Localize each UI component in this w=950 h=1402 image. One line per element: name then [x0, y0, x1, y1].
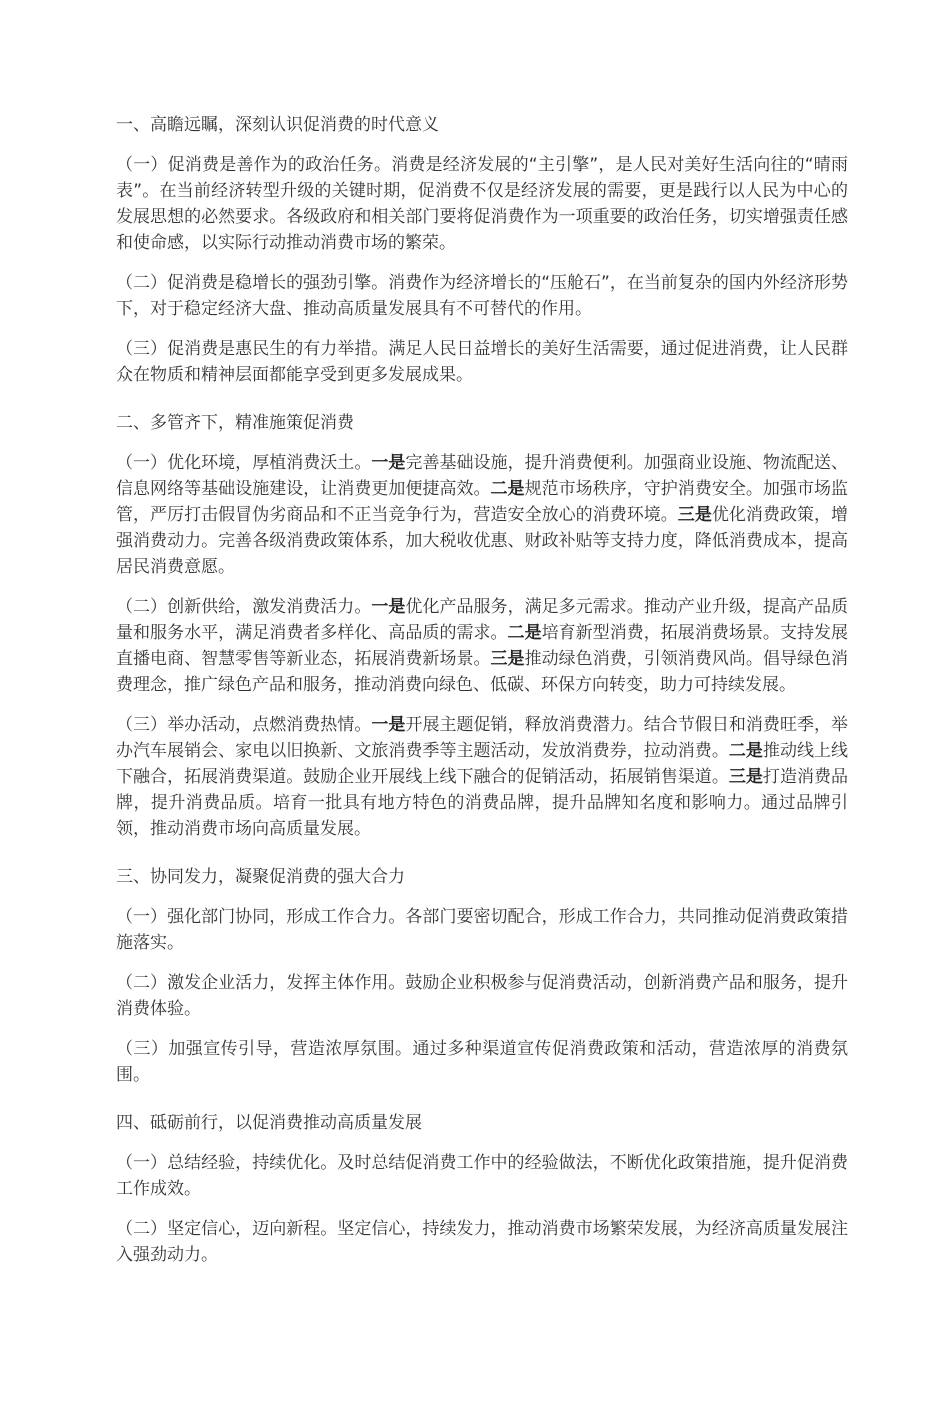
paragraph	[116, 970, 848, 1022]
bold-run: 三是	[728, 767, 763, 787]
bold-run: 三是	[490, 649, 525, 669]
text-run: （二）坚定信心，迈向新程。坚定信心，持续发力，推动消费市场繁荣发展，为经济高质量发展注入强劲动力。	[116, 1219, 848, 1265]
bold-run: 二是	[490, 479, 525, 499]
paragraph	[116, 152, 848, 256]
text-run: 优化消费政策，增强消费动力。完善各级消费政策体系，加大税收优惠、财政补贴等支持力度，降低消费成本，提高居民消费意愿。	[116, 505, 849, 577]
text-run: 推动线上线下融合，拓展消费渠道。鼓励企业开展线上线下融合的促销活动，拓展销售渠道。	[116, 741, 849, 787]
text-run: （二）促消费是稳增长的强劲引擎。消费作为经济增长的“压舱石”，在当前复杂的国内外经济形势下，对于稳定经济大盘、推动高质量发展具有不可替代的作用。	[116, 273, 848, 319]
paragraph	[116, 594, 848, 698]
bold-run: 一是	[371, 715, 406, 735]
section	[116, 410, 848, 842]
bold-run: 二是	[728, 741, 763, 761]
text-run: （二）激发企业活力，发挥主体作用。鼓励企业积极参与促消费活动，创新消费产品和服务，提升消费体验。	[116, 973, 848, 1019]
document-body	[116, 112, 848, 1268]
text-run: 开展主题促销，释放消费潜力。结合节假日和消费旺季，举办汽车展销会、家电以旧换新、文旅消费季等主题活动，发放消费券，拉动消费。	[116, 715, 849, 761]
paragraph	[116, 270, 848, 322]
paragraph	[116, 336, 848, 388]
text-run: （三）促消费是惠民生的有力举措。满足人民日益增长的美好生活需要，通过促进消费，让人民群众在物质和精神层面都能享受到更多发展成果。	[116, 339, 848, 385]
text-run: （二）创新供给，激发消费活力。	[116, 597, 372, 617]
section-heading: 一、高瞻远瞩，深刻认识促消费的时代意义	[116, 115, 439, 135]
section	[116, 864, 848, 1088]
text-run: （一）促消费是善作为的政治任务。消费是经济发展的“主引擎”，是人民对美好生活向往的“晴雨表”。在当前经济转型升级的关键时期，促消费不仅是经济发展的需要，更是践行以人民为中心的发展思想的必然要求。各级政府和相关部门要将促消费作为一项重要的政治任务，切实增强责任感和使命感，以实际行动推动消费市场的繁荣。	[116, 155, 848, 253]
text-run: 推动绿色消费，引领消费风尚。倡导绿色消费理念，推广绿色产品和服务，推动消费向绿色、低碳、环保方向转变，助力可持续发展。	[116, 649, 849, 695]
paragraph	[116, 904, 848, 956]
bold-run: 二是	[507, 623, 542, 643]
section	[116, 112, 848, 388]
bold-run: 三是	[677, 505, 712, 525]
text-run: 规范市场秩序，守护消费安全。加强市场监管，严厉打击假冒伪劣商品和不正当竞争行为，营造安全放心的消费环境。	[116, 479, 849, 525]
section-heading: 三、协同发力，凝聚促消费的强大合力	[116, 867, 405, 887]
paragraph	[116, 1036, 848, 1088]
text-run: （一）强化部门协同，形成工作合力。各部门要密切配合，形成工作合力，共同推动促消费政策措施落实。	[116, 907, 848, 953]
text-run: （三）举办活动，点燃消费热情。	[116, 715, 372, 735]
text-run: 培育新型消费，拓展消费场景。支持发展直播电商、智慧零售等新业态，拓展消费新场景。	[116, 623, 849, 669]
bold-run: 一是	[371, 597, 406, 617]
paragraph	[116, 1216, 848, 1268]
text-run: 完善基础设施，提升消费便利。加强商业设施、物流配送、信息网络等基础设施建设，让消费更加便捷高效。	[116, 453, 849, 499]
text-run: （一）总结经验，持续优化。及时总结促消费工作中的经验做法，不断优化政策措施，提升促消费工作成效。	[116, 1153, 848, 1199]
text-run: （一）优化环境，厚植消费沃土。	[116, 453, 372, 473]
section-heading: 四、砥砺前行，以促消费推动高质量发展	[116, 1113, 422, 1133]
paragraph	[116, 712, 848, 842]
paragraph	[116, 1150, 848, 1202]
section-heading: 二、多管齐下，精准施策促消费	[116, 413, 354, 433]
text-run: 优化产品服务，满足多元需求。推动产业升级，提高产品质量和服务水平，满足消费者多样化、高品质的需求。	[116, 597, 849, 643]
paragraph	[116, 450, 848, 580]
section	[116, 1110, 848, 1268]
text-run: 打造消费品牌，提升消费品质。培育一批具有地方特色的消费品牌，提升品牌知名度和影响力。通过品牌引领，推动消费市场向高质量发展。	[116, 767, 849, 839]
bold-run: 一是	[371, 453, 406, 473]
text-run: （三）加强宣传引导，营造浓厚氛围。通过多种渠道宣传促消费政策和活动，营造浓厚的消费氛围。	[116, 1039, 848, 1085]
